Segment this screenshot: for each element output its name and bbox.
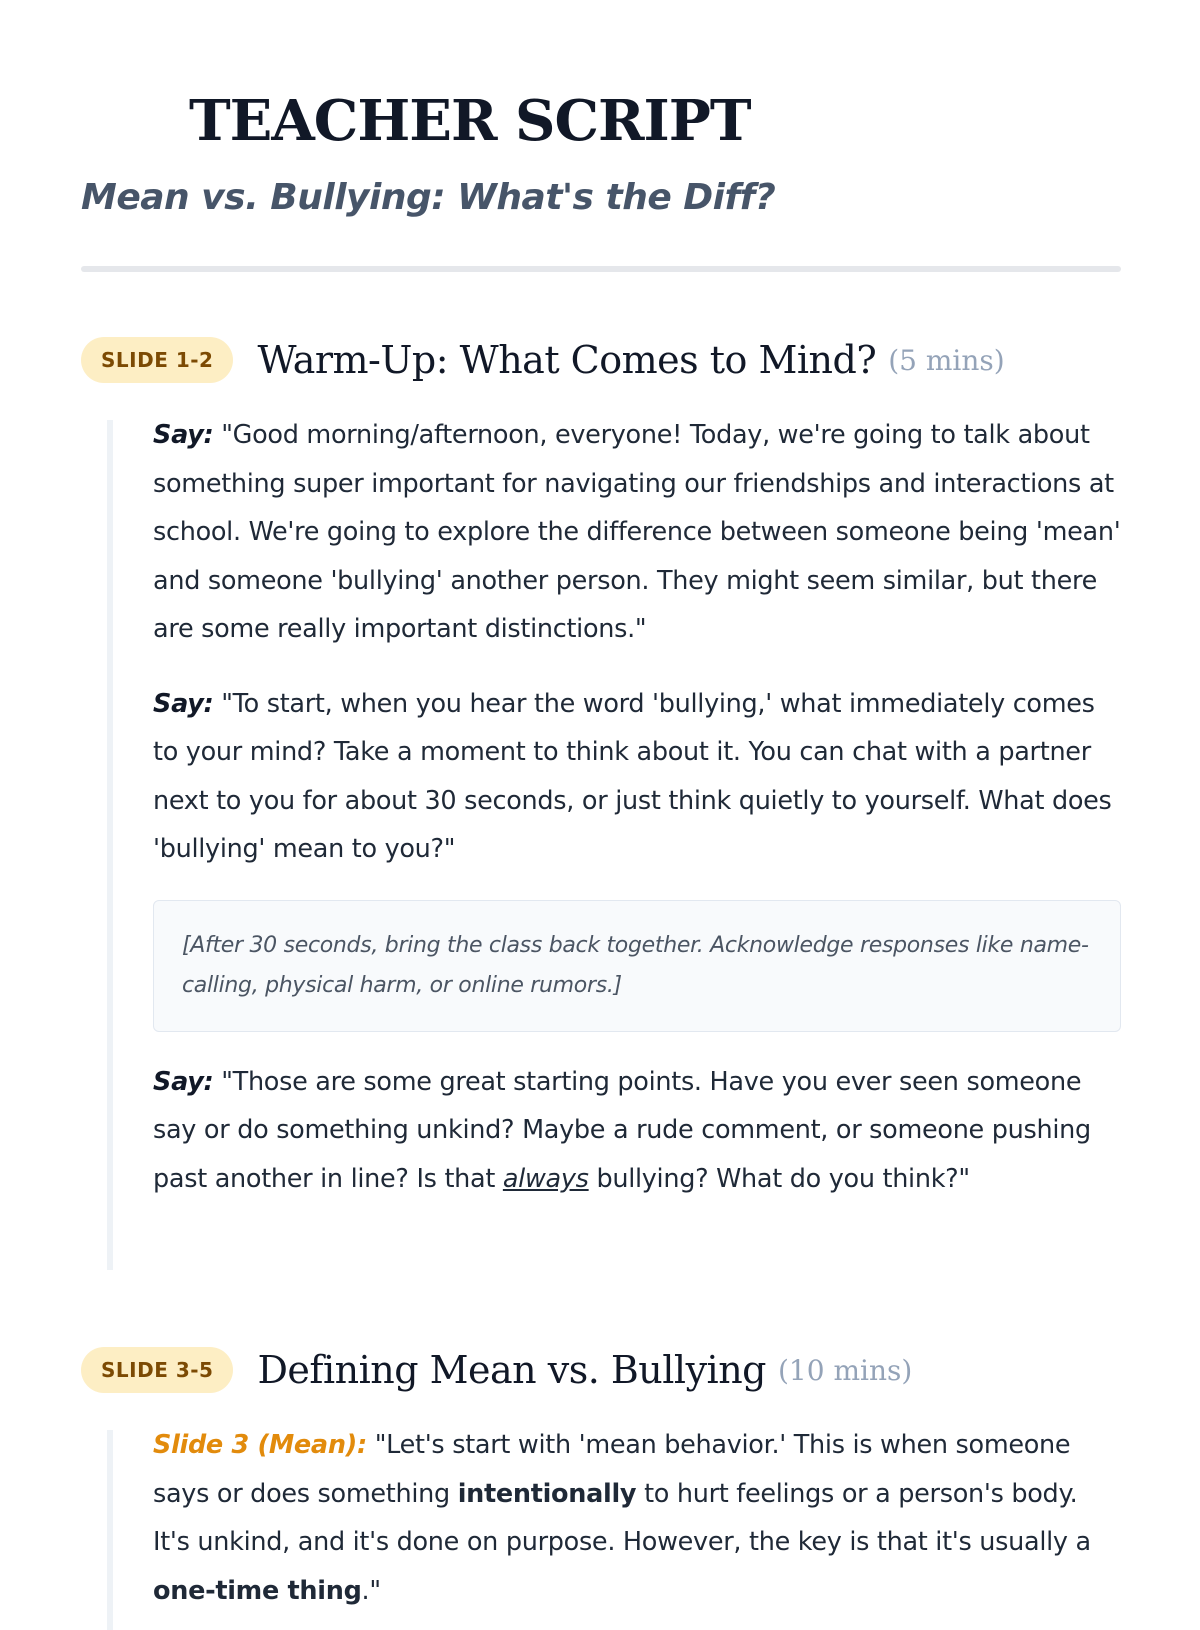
section-duration: (5 mins) [888, 343, 1005, 377]
slide-badge: SLIDE 1-2 [81, 337, 233, 383]
document-subtitle: Mean vs. Bullying: What's the Diff? [81, 177, 776, 218]
section-header-warm-up [81, 337, 1005, 383]
section-header-defining [81, 1347, 912, 1393]
script-paragraph [153, 1421, 1121, 1615]
document-title: TEACHER SCRIPT [189, 88, 751, 154]
say-label: Say: [153, 420, 214, 450]
script-text: "Good morning/afternoon, everyone! Today, we're going to talk about something super important for navigating our friendships and interactions at school. We're going to explore the difference between someone being 'mean' and someone 'bullying' another person. They might seem similar, but there are some really important distinctions." [153, 420, 1121, 644]
section-title: Warm-Up: What Comes to Mind? [257, 338, 877, 382]
title-divider [81, 266, 1121, 272]
teacher-note-box [153, 900, 1121, 1032]
section-body-defining [107, 1430, 1121, 1630]
bold-term: one-time thing [153, 1575, 362, 1606]
emphasis-word: always [502, 1163, 589, 1194]
section-duration: (10 mins) [778, 1353, 913, 1387]
slide-badge: SLIDE 3-5 [81, 1347, 233, 1393]
script-paragraph [153, 411, 1121, 654]
say-label: Say: [153, 1066, 214, 1097]
script-text: "Those are some great starting points. Have you ever seen someone say or do something unkind? Maybe a rude comment, or someone pushing past another in line? Is that [153, 1066, 1091, 1194]
section-title: Defining Mean vs. Bullying [257, 1348, 766, 1392]
section-body-warm-up [107, 420, 1121, 1270]
script-text: ." [361, 1575, 381, 1606]
script-paragraph [153, 680, 1121, 874]
script-text: bullying? What do you think?" [596, 1163, 970, 1194]
slide-cue-label: Slide 3 (Mean): [153, 1430, 367, 1460]
say-label: Say: [153, 688, 214, 719]
script-text: to hurt feelings or a person's body. It's unkind, and it's done on purpose. However, the key is that it's usually a [153, 1478, 1091, 1557]
script-text: "Let's start with 'mean behavior.' This is when someone says or does something [153, 1430, 1071, 1509]
teacher-note-text: [After 30 seconds, bring the class back together. Acknowledge responses like name-calling, physical harm, or online rumors.] [182, 932, 1089, 998]
script-paragraph [153, 1058, 1121, 1204]
script-text: "To start, when you hear the word 'bullying,' what immediately comes to your mind? Take a moment to think about it. You can chat with a partner next to you for about 30 seconds, or just think quietly to yourself. What does 'bullying' mean to you?" [153, 688, 1112, 864]
bold-term: intentionally [457, 1478, 637, 1509]
